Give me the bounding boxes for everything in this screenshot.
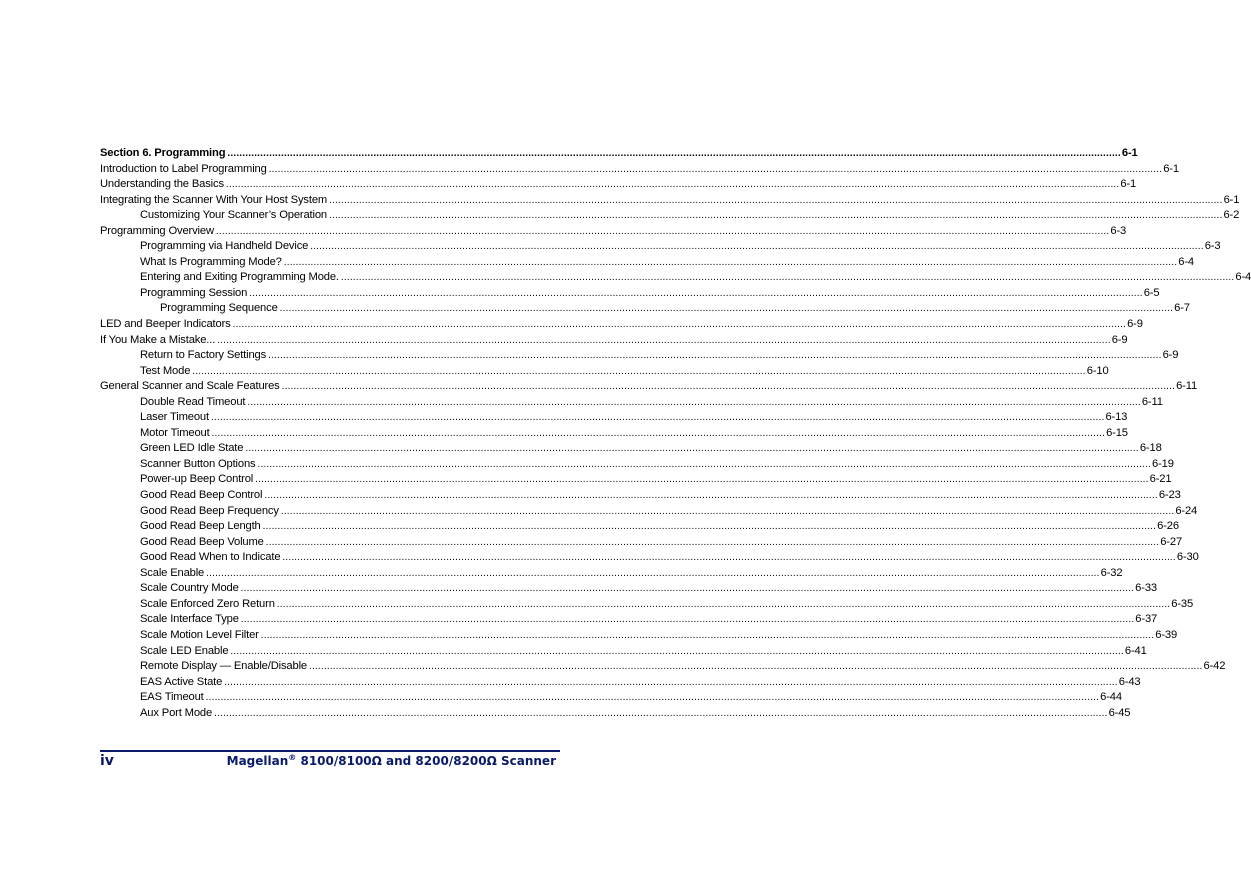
toc-entry — [100, 255, 1194, 271]
toc-entry — [100, 348, 1179, 364]
toc-dot-leader: ............................................................................................................................................................................................................................................................................................................ — [224, 676, 1118, 688]
toc-entry-title: Scale Motion Level Filter — [140, 628, 259, 641]
toc-dot-leader: ............................................................................................................................................................................................................................................................................................................ — [247, 396, 1141, 408]
footer-document-title — [227, 752, 556, 770]
toc-entry — [100, 146, 1138, 162]
toc-entry-title: Scale Enforced Zero Return — [140, 597, 275, 610]
toc-entry-page: 6-15 — [1106, 426, 1128, 439]
toc-entry-page: 6-43 — [1118, 675, 1141, 688]
table-of-contents — [100, 146, 1251, 721]
toc-entry-title: Motor Timeout — [140, 426, 210, 439]
toc-dot-leader: ............................................................................................................................................................................................................................................................................................................ — [310, 241, 1204, 253]
toc-dot-leader: ............................................................................................................................................................................................................................................................................................................ — [215, 225, 1110, 237]
toc-entry-title: Introduction to Label Programming — [100, 162, 267, 175]
toc-entry-page: 6-35 — [1171, 597, 1194, 610]
toc-entry-title: Good Read Beep Frequency — [140, 504, 279, 517]
toc-entry-title: Entering and Exiting Programming Mode. — [140, 271, 339, 284]
toc-entry-page: 6-44 — [1100, 691, 1122, 704]
toc-entry-page: 6-32 — [1100, 566, 1123, 579]
toc-entry — [100, 628, 1178, 644]
toc-entry-page: 6-41 — [1124, 644, 1147, 657]
toc-dot-leader: ............................................................................................................................................................................................................................................................................................................ — [249, 287, 1143, 299]
toc-dot-leader: ............................................................................................................................................................................................................................................................................................................ — [329, 194, 1223, 206]
toc-dot-leader: ............................................................................................................................................................................................................................................................................................................ — [280, 505, 1175, 517]
toc-entry-page: 6-18 — [1139, 442, 1162, 455]
toc-entry-title: General Scanner and Scale Features — [100, 380, 280, 393]
toc-entry — [100, 193, 1240, 209]
toc-entry-page: 6-4 — [1235, 271, 1251, 284]
toc-dot-leader: ............................................................................................................................................................................................................................................................................................................ — [283, 256, 1178, 268]
toc-entry-page: 6-11 — [1141, 395, 1163, 408]
toc-entry-page: 6-26 — [1157, 520, 1179, 533]
toc-dot-leader: ............................................................................................................................................................................................................................................................................................................ — [340, 272, 1235, 284]
toc-entry-title: Programming Session — [140, 286, 248, 299]
toc-entry — [100, 441, 1162, 457]
toc-entry-page: 6-42 — [1203, 660, 1226, 673]
footer-page-number: iv — [100, 753, 114, 769]
toc-dot-leader: ............................................................................................................................................................................................................................................................................................................ — [227, 148, 1121, 159]
toc-dot-leader: ............................................................................................................................................................................................................................................................................................................ — [245, 443, 1139, 455]
toc-entry — [100, 317, 1143, 333]
toc-entry-title: Integrating the Scanner With Your Host System — [100, 193, 328, 206]
toc-dot-leader: ............................................................................................................................................................................................................................................................................................................ — [205, 692, 1100, 704]
toc-entry-page: 6-3 — [1110, 224, 1127, 237]
toc-entry — [100, 535, 1183, 551]
toc-entry-page: 6-9 — [1111, 333, 1128, 346]
footer-model-names: 8100/8100Ω and 8200/8200Ω Scanner — [300, 754, 556, 768]
footer-product-name: Magellan — [226, 754, 289, 768]
toc-entry-title: Scale Country Mode — [140, 582, 239, 595]
toc-dot-leader: ............................................................................................................................................................................................................................................................................................................ — [265, 536, 1160, 548]
registered-mark: ® — [288, 753, 297, 762]
toc-dot-leader: ............................................................................................................................................................................................................................................................................................................ — [257, 458, 1151, 470]
toc-entry-page: 6-21 — [1149, 473, 1172, 486]
toc-entry-title: Customizing Your Scanner’s Operation — [140, 209, 327, 222]
toc-entry-title: Power-up Beep Control — [140, 473, 254, 486]
toc-entry-title: What Is Programming Mode? — [140, 255, 282, 268]
toc-entry-title: Good Read Beep Control — [140, 489, 263, 502]
toc-dot-leader: ............................................................................................................................................................................................................................................................................................................ — [268, 163, 1163, 175]
toc-entry-title: Section 6. Programming — [100, 147, 226, 159]
toc-entry — [100, 162, 1179, 178]
toc-entry-page: 6-37 — [1135, 613, 1158, 626]
toc-entry-title: Double Read Timeout — [140, 395, 246, 408]
toc-entry — [100, 410, 1128, 426]
toc-entry-page: 6-33 — [1135, 582, 1157, 595]
toc-dot-leader: ............................................................................................................................................................................................................................................................................................................ — [192, 365, 1086, 377]
toc-entry-page: 6-7 — [1174, 302, 1190, 315]
toc-entry-title: If You Make a Mistake... — [100, 333, 216, 346]
toc-entry — [100, 519, 1179, 535]
toc-entry-title: Programming Sequence — [160, 302, 278, 315]
toc-dot-leader: ............................................................................................................................................................................................................................................................................................................ — [276, 598, 1171, 610]
toc-entry-page: 6-24 — [1175, 504, 1198, 517]
toc-entry-page: 6-10 — [1086, 364, 1109, 377]
toc-entry-title: Understanding the Basics — [100, 178, 224, 191]
toc-dot-leader: ............................................................................................................................................................................................................................................................................................................ — [308, 661, 1203, 673]
toc-entry-title: Test Mode — [140, 364, 191, 377]
toc-entry-page: 6-1 — [1223, 193, 1240, 206]
toc-entry — [100, 270, 1251, 286]
toc-entry-page: 6-19 — [1152, 457, 1174, 470]
toc-entry-page: 6-27 — [1160, 535, 1183, 548]
toc-entry-title: Return to Factory Settings — [140, 349, 267, 362]
toc-entry-page: 6-39 — [1155, 628, 1178, 641]
toc-entry — [100, 333, 1128, 349]
toc-entry — [100, 566, 1123, 582]
toc-entry — [100, 301, 1190, 317]
toc-entry-page: 6-13 — [1105, 411, 1128, 424]
toc-dot-leader: ............................................................................................................................................................................................................................................................................................................ — [230, 645, 1124, 657]
toc-entry-page: 6-3 — [1204, 240, 1221, 253]
toc-entry-title: Good Read Beep Length — [140, 520, 261, 533]
toc-entry — [100, 208, 1240, 224]
toc-entry-title: Laser Timeout — [140, 411, 209, 424]
toc-entry — [100, 690, 1122, 706]
toc-entry — [100, 395, 1163, 411]
toc-dot-leader: ............................................................................................................................................................................................................................................................................................................ — [225, 179, 1120, 191]
toc-dot-leader: ............................................................................................................................................................................................................................................................................................................ — [206, 567, 1100, 579]
toc-entry-page: 6-9 — [1162, 349, 1179, 362]
toc-dot-leader: ............................................................................................................................................................................................................................................................................................................ — [211, 427, 1106, 439]
toc-entry-page: 6-9 — [1127, 318, 1143, 331]
toc-dot-leader: ............................................................................................................................................................................................................................................................................................................ — [214, 707, 1108, 719]
toc-entry-title: Scale Enable — [140, 566, 205, 579]
toc-dot-leader: ............................................................................................................................................................................................................................................................................................................ — [260, 629, 1155, 641]
toc-entry-page: 6-4 — [1178, 255, 1194, 268]
toc-entry — [100, 239, 1221, 255]
toc-entry-page: 6-45 — [1108, 706, 1131, 719]
toc-dot-leader: ............................................................................................................................................................................................................................................................................................................ — [279, 303, 1174, 315]
toc-dot-leader: ............................................................................................................................................................................................................................................................................................................ — [282, 552, 1176, 564]
toc-entry-title: LED and Beeper Indicators — [100, 318, 231, 331]
toc-dot-leader: ............................................................................................................................................................................................................................................................................................................ — [262, 521, 1157, 533]
toc-entry-title: Remote Display — Enable/Disable — [140, 660, 307, 673]
toc-entry-page: 6-23 — [1158, 489, 1181, 502]
toc-dot-leader: ............................................................................................................................................................................................................................................................................................................ — [268, 350, 1162, 362]
toc-dot-leader: ............................................................................................................................................................................................................................................................................................................ — [232, 319, 1127, 331]
toc-entry — [100, 457, 1174, 473]
toc-dot-leader: ............................................................................................................................................................................................................................................................................................................ — [281, 381, 1176, 393]
toc-dot-leader: ............................................................................................................................................................................................................................................................................................................ — [210, 412, 1105, 424]
toc-entry-title: Good Read Beep Volume — [140, 535, 264, 548]
toc-entry-page: 6-1 — [1120, 178, 1137, 191]
toc-dot-leader: ............................................................................................................................................................................................................................................................................................................ — [328, 210, 1223, 222]
toc-entry-page: 6-2 — [1223, 209, 1240, 222]
toc-entry-title: Programming Overview — [100, 224, 214, 237]
toc-entry — [100, 286, 1160, 302]
toc-entry-title: Green LED Idle State — [140, 442, 244, 455]
toc-entry-title: Programming via Handheld Device — [140, 240, 309, 253]
toc-entry — [100, 504, 1198, 520]
toc-entry-page: 6-30 — [1176, 551, 1199, 564]
toc-entry — [100, 177, 1137, 193]
page-footer — [100, 752, 560, 772]
toc-entry — [100, 488, 1181, 504]
toc-entry-title: Scanner Button Options — [140, 457, 256, 470]
toc-entry-title: Scale LED Enable — [140, 644, 229, 657]
toc-entry-page: 6-1 — [1163, 162, 1179, 175]
toc-entry-title: Good Read When to Indicate — [140, 551, 281, 564]
toc-entry — [100, 379, 1198, 395]
toc-entry — [100, 472, 1172, 488]
toc-dot-leader: ............................................................................................................................................................................................................................................................................................................ — [255, 474, 1149, 486]
toc-dot-leader: ............................................................................................................................................................................................................................................................................................................ — [217, 334, 1111, 346]
toc-entry — [100, 659, 1226, 675]
toc-entry — [100, 364, 1109, 380]
toc-entry — [100, 612, 1158, 628]
toc-entry — [100, 644, 1147, 660]
toc-entry — [100, 706, 1131, 722]
toc-entry — [100, 597, 1194, 613]
toc-entry — [100, 581, 1157, 597]
toc-entry-page: 6-5 — [1143, 286, 1160, 299]
toc-dot-leader: ............................................................................................................................................................................................................................................................................................................ — [240, 614, 1135, 626]
toc-entry-title: Aux Port Mode — [140, 706, 213, 719]
toc-entry — [100, 224, 1127, 240]
toc-entry-page: 6-1 — [1121, 147, 1138, 159]
toc-entry — [100, 675, 1141, 691]
toc-entry — [100, 426, 1128, 442]
toc-dot-leader: ............................................................................................................................................................................................................................................................................................................ — [240, 583, 1135, 595]
toc-dot-leader: ............................................................................................................................................................................................................................................................................................................ — [264, 490, 1158, 502]
toc-entry-title: Scale Interface Type — [140, 613, 239, 626]
toc-entry — [100, 550, 1199, 566]
toc-entry-title: EAS Active State — [140, 675, 223, 688]
toc-entry-title: EAS Timeout — [140, 691, 204, 704]
toc-entry-page: 6-11 — [1176, 380, 1198, 393]
